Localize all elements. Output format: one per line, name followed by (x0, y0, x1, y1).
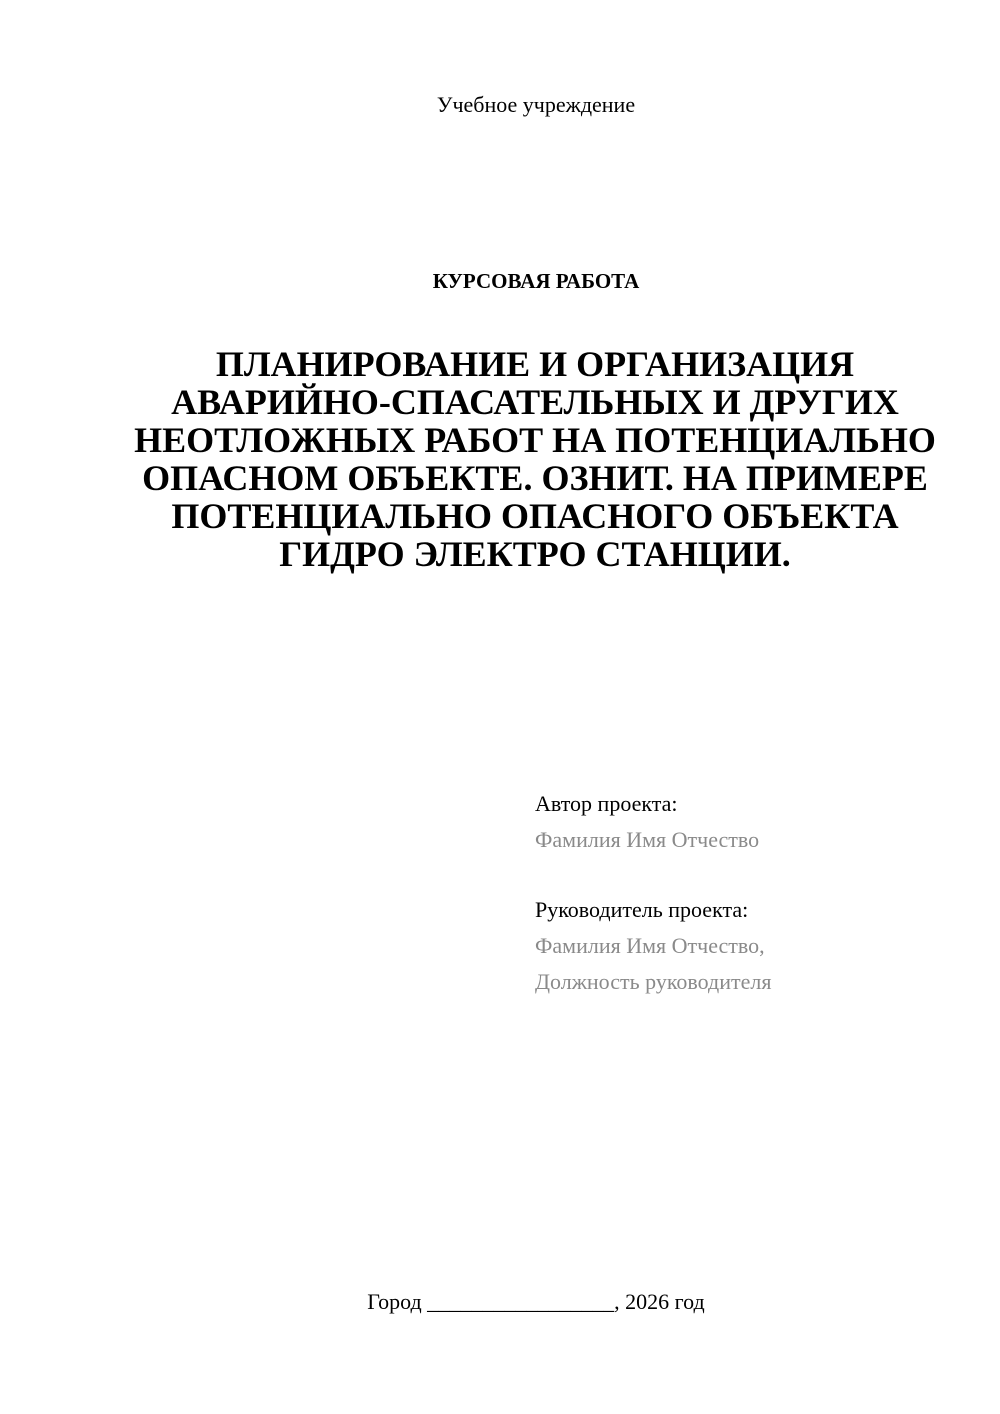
city-year-footer: Город _________________, 2026 год (367, 1289, 705, 1314)
supervisor-name: Фамилия Имя Отчество, (535, 933, 765, 958)
institution-name: Учебное учреждение (436, 92, 636, 117)
document-type: КУРСОВАЯ РАБОТА (432, 269, 640, 293)
supervisor-label: Руководитель проекта: (535, 897, 749, 922)
supervisor-position: Должность руководителя (535, 969, 772, 994)
author-label: Автор проекта: (535, 791, 678, 816)
author-name: Фамилия Имя Отчество (535, 827, 760, 852)
supervisor-block (535, 892, 771, 1000)
author-block (535, 786, 759, 858)
document-title: ПЛАНИРОВАНИЕ И ОРГАНИЗАЦИЯ АВАРИЙНО-СПАСАТЕЛЬНЫХ И ДРУГИХ НЕОТЛОЖНЫХ РАБОТ НА ПОТЕНЦИАЛЬНО ОПАСНОМ ОБЪЕКТЕ. ОЗНИТ. НА ПРИМЕРЕ ПОТЕНЦИАЛЬНО ОПАСНОГО ОБЪЕКТА ГИДРО ЭЛЕКТРО СТАНЦИИ. (134, 344, 936, 574)
